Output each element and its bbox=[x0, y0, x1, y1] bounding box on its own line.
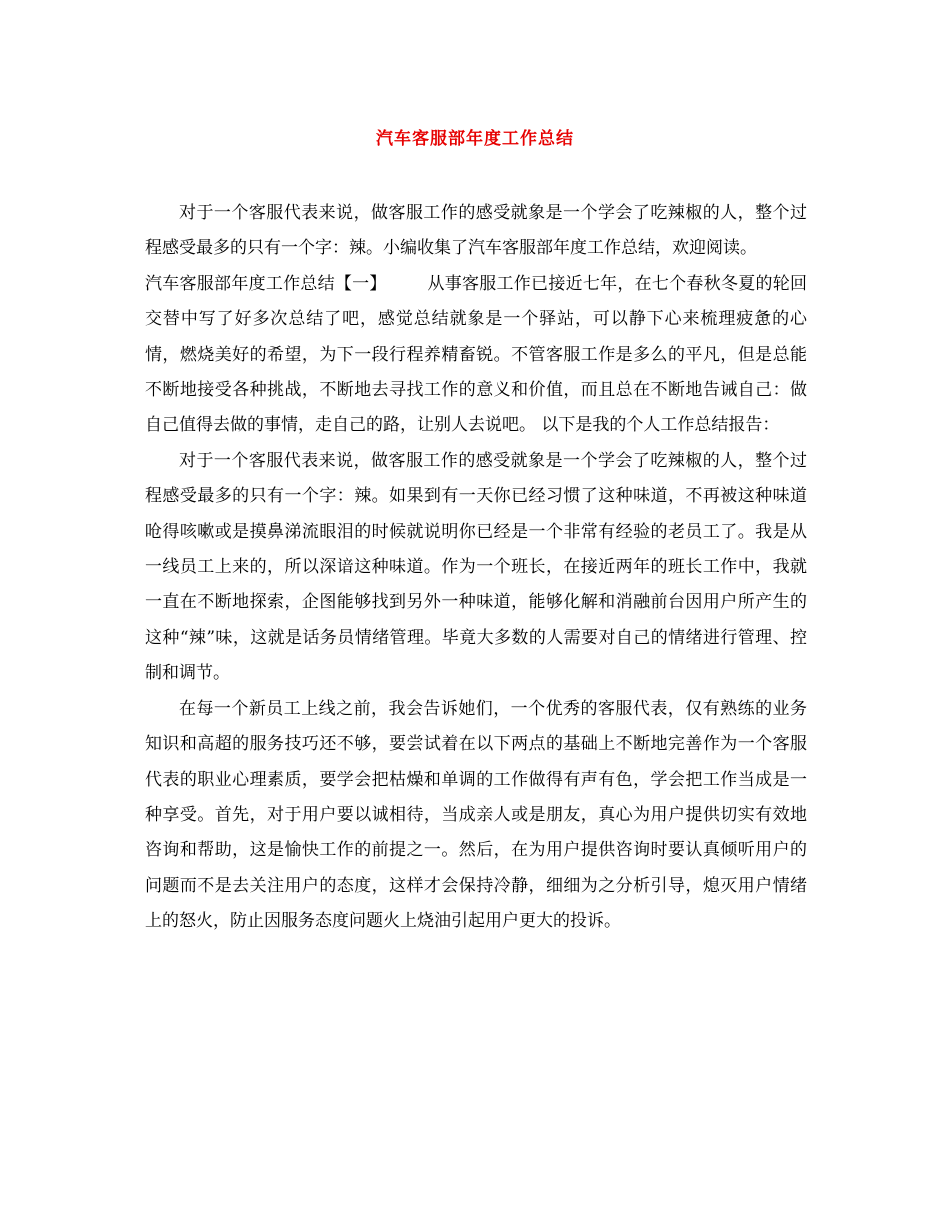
section-one-paragraph bbox=[145, 267, 807, 444]
section-one-text: 从事客服工作已接近七年，在七个春秋冬夏的轮回交替中写了好多次总结了吧，感觉总结就象是一个驿站，可以静下心来梳理疲惫的心情，燃烧美好的希望，为下一段行程养精畜锐。不管客服工作是多么的平凡，但是总能不断地接受各种挑战，不断地去寻找工作的意义和价值，而且总在不断地告诫自己：做自己值得去做的事情，走自己的路，让别人去说吧。 以下是我的个人工作总结报告： bbox=[145, 273, 808, 436]
document-body bbox=[145, 196, 807, 940]
section-heading: 汽车客服部年度工作总结【一】 bbox=[145, 273, 387, 294]
intro-paragraph: 对于一个客服代表来说，做客服工作的感受就象是一个学会了吃辣椒的人，整个过程感受最多的只有一个字：辣。小编收集了汽车客服部年度工作总结，欢迎阅读。 bbox=[145, 203, 807, 259]
paragraph-3: 在每一个新员工上线之前，我会告诉她们，一个优秀的客服代表，仅有熟练的业务知识和高超的服务技巧还不够，要尝试着在以下两点的基础上不断地完善作为一个客服代表的职业心理素质，要学会把枯燥和单调的工作做得有声有色，学会把工作当成是一种享受。首先，对于用户要以诚相待，当成亲人或是朋友，真心为用户提供切实有效地咨询和帮助，这是愉快工作的前提之一。然后，在为用户提供咨询时要认真倾听用户的问题而不是去关注用户的态度，这样才会保持冷静，细细为之分析引导，熄灭用户情绪上的怒火，防止因服务态度问题火上烧油引起用户更大的投诉。 bbox=[145, 698, 807, 932]
paragraph-2: 对于一个客服代表来说，做客服工作的感受就象是一个学会了吃辣椒的人，整个过程感受最多的只有一个字：辣。如果到有一天你已经习惯了这种味道，不再被这种味道呛得咳嗽或是摸鼻涕流眼泪的时候就说明你已经是一个非常有经验的老员工了。我是从一线员工上来的，所以深谙这种味道。作为一个班长，在接近两年的班长工作中，我就一直在不断地探索，企图能够找到另外一种味道，能够化解和消融前台因用户所产生的这种“辣”味，这就是话务员情绪管理。毕竟大多数的人需要对自己的情绪进行管理、控制和调节。 bbox=[145, 450, 807, 684]
document-title: 汽车客服部年度工作总结 bbox=[376, 129, 574, 149]
